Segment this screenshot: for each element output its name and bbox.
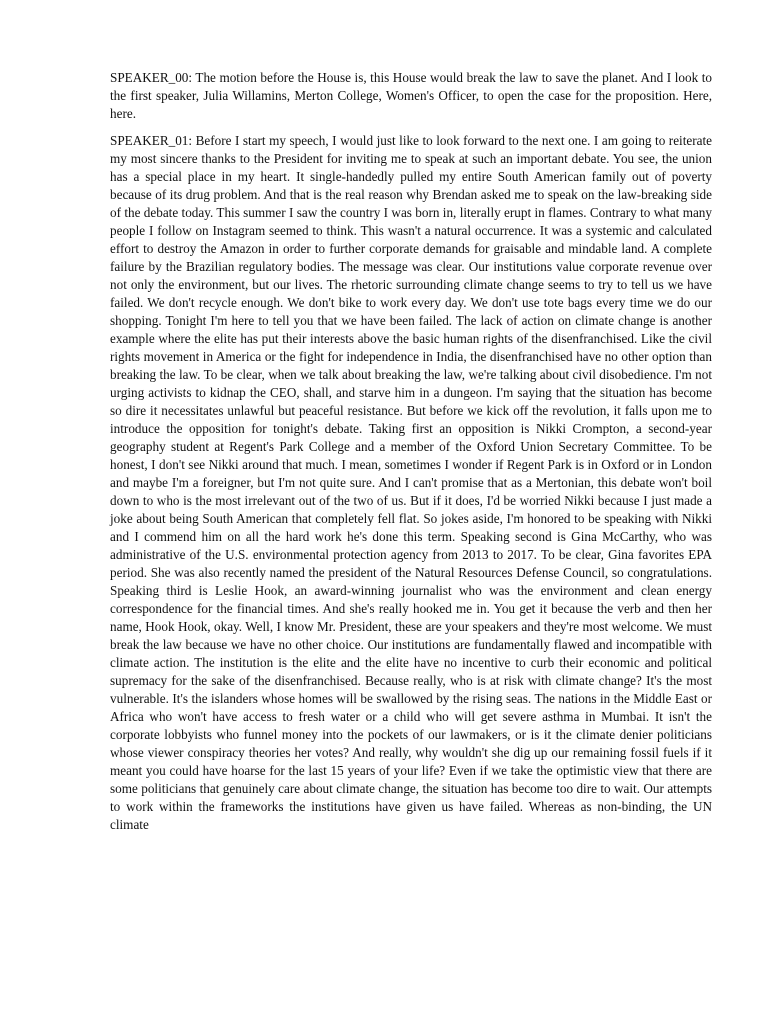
transcript-paragraph-speaker-01: SPEAKER_01: Before I start my speech, I would just like to look forward to the next one. I am going to reiterate my most sincere thanks to the President for inviting me to speak at such an important debate. You see, the union has a special place in my heart. It single-handedly pulled my entire South American family out of poverty because of its drug problem. And that is the real reason why Brendan asked me to speak on the law-breaking side of the debate today. This summer I saw the country I was born in, literally erupt in flames. Contrary to what many people I follow on Instagram seemed to think. This wasn't a natural occurrence. It was a systemic and calculated effort to destroy the Amazon in order to further corporate demands for graisable and mindable land. A complete failure by the Brazilian regulatory bodies. The message was clear. Our institutions value corporate revenue over not only the environment, but our lives. The rhetoric surrounding climate change seems to try to tell us we have failed. We don't recycle enough. We don't bike to work every day. We don't use tote bags every time we do our shopping. Tonight I'm here to tell you that we have been failed. The lack of action on climate change is another example where the elite has put their interests above the basic human rights of the disenfranchised. Like the civil rights movement in America or the fight for independence in India, the disenfranchised have no other option than breaking the law. To be clear, when we talk about breaking the law, we're talking about civil disobedience. I'm not urging activists to kidnap the CEO, shall, and starve him in a dungeon. I'm saying that the situation has become so dire it necessitates unlawful but peaceful resistance. But before we kick off the revolution, it falls upon me to introduce the opposition for tonight's debate. Taking first an opposition is Nikki Crompton, a second-year geography student at Regent's Park College and a member of the Oxford Union Secretary Committee. To be honest, I don't see Nikki around that much. I mean, sometimes I wonder if Regent Park is in Oxford or in London and maybe I'm a foreigner, but I'm not quite sure. And I can't promise that as a Mertonian, this debate won't boil down to who is the most irrelevant out of the two of us. But if it does, I'd be worried Nikki because I just made a joke about being South American that completely fell flat. So jokes aside, I'm honored to be speaking with Nikki and I commend him on all the hard work he's done this term. Speaking second is Gina McCarthy, who was administrative of the U.S. environmental protection agency from 2013 to 2017. To be clear, Gina favorites EPA period. She was also recently named the president of the Natural Resources Defense Council, so congratulations. Speaking third is Leslie Hook, an award-winning journalist who was the environment and clean energy correspondence for the financial times. And she's really hooked me in. You get it because the verb and then her name, Hook Hook, okay. Well, I know Mr. President, these are your speakers and they're most welcome. We must break the law because we have no other choice. Our institutions are fundamentally flawed and incompatible with climate action. The institution is the elite and the elite have no incentive to curb their economic and political supremacy for the sake of the disenfranchised. Because really, who is at risk with climate change? It's the most vulnerable. It's the islanders whose homes will be swallowed by the rising seas. The nations in the Middle East or Africa who won't have access to fresh water or a child who will get severe asthma in Mumbai. It isn't the corporate lobbyists who funnel money into the pockets of our lawmakers, or is it the climate denier politicians whose viewer conspiracy theories her votes? And really, why wouldn't she dig up our remaining fossil fuels if it meant you could have hoarse for the last 15 years of your life? Even if we take the optimistic view that there are some politicians that genuinely care about climate change, the situation has become too dire to wait. Our attempts to work within the frameworks the institutions have given us have failed. Whereas as non-binding, the UN climate	[110, 133, 712, 832]
transcript-paragraph-speaker-00: SPEAKER_00: The motion before the House is, this House would break the law to save the planet. And I look to the first speaker, Julia Willamins, Merton College, Women's Officer, to open the case for the proposition. Here, here.	[110, 70, 712, 121]
transcript-body	[110, 69, 712, 843]
